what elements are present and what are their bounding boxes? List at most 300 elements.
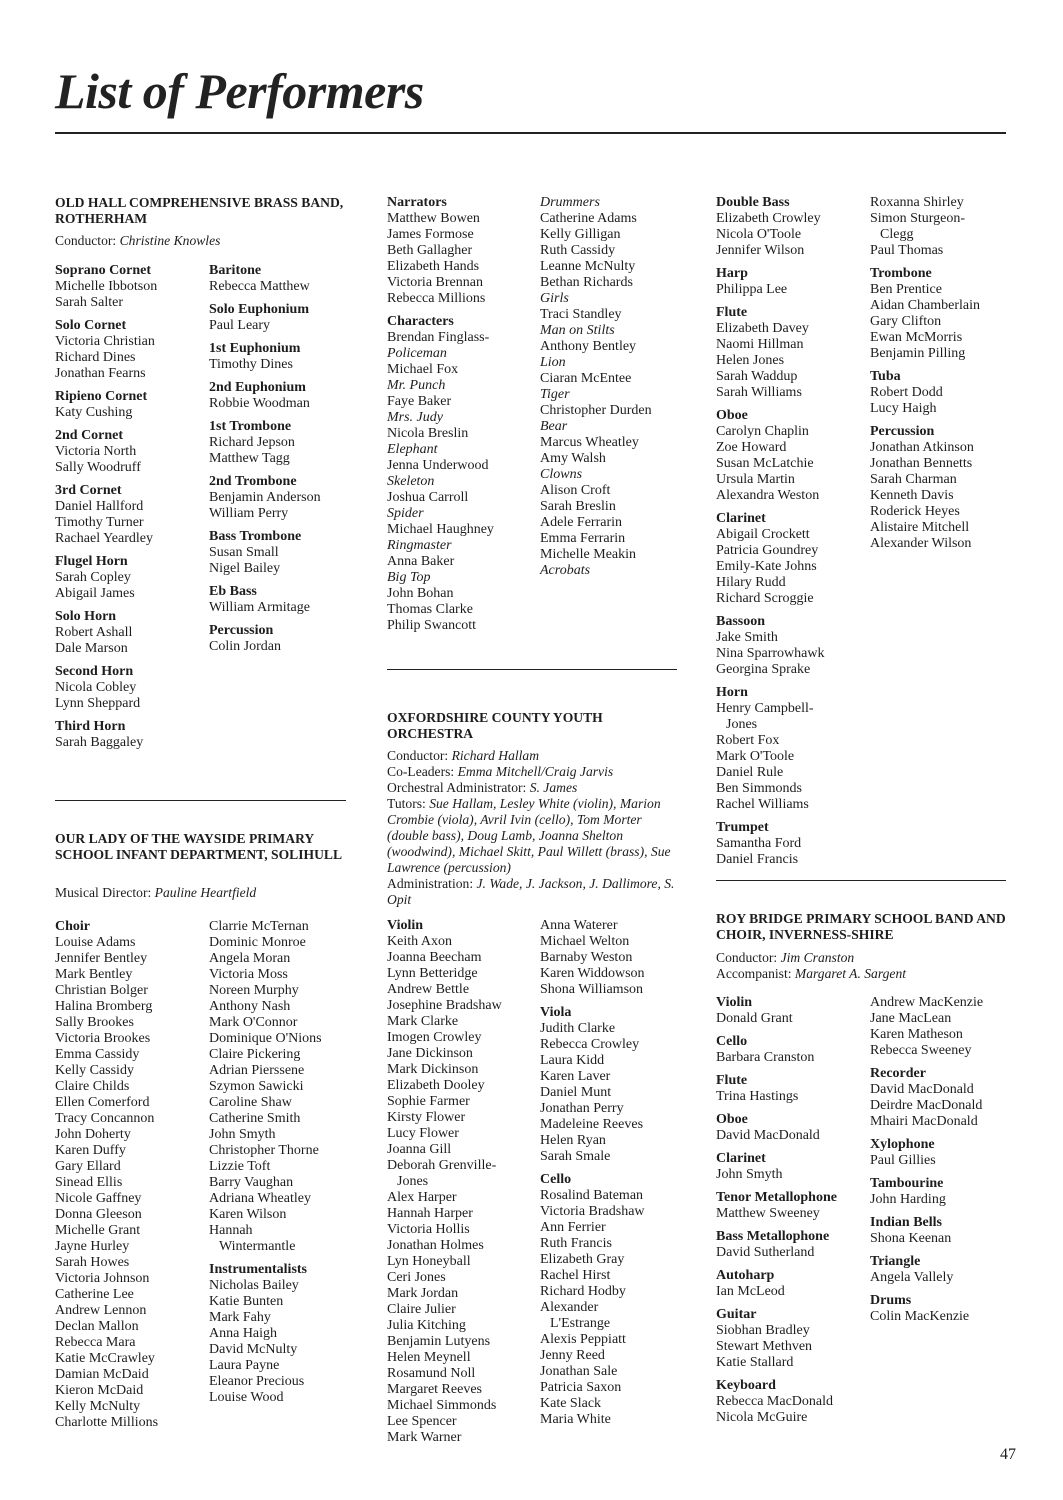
performer-name: Bethan Richards	[540, 275, 633, 290]
performer-name: Nicole Gaffney	[55, 1191, 142, 1206]
group-label: Recorder	[870, 1066, 926, 1081]
performer-name: Nicholas Bailey	[209, 1278, 299, 1293]
instrument-group	[716, 1073, 876, 1105]
instrument-group	[716, 408, 876, 504]
performer-name-continued: Clegg	[880, 227, 914, 242]
performer-name: Rebecca Sweeney	[870, 1043, 972, 1058]
instrument-group	[716, 614, 876, 678]
performer-name: Elizabeth Davey	[716, 321, 809, 336]
performer-name: Rebecca MacDonald	[716, 1394, 833, 1409]
performer-name: Victoria Johnson	[55, 1271, 150, 1286]
credit-line	[387, 748, 677, 764]
instrument-group	[55, 919, 215, 1431]
performer-name: Daniel Rule	[716, 765, 784, 780]
group-label: Double Bass	[716, 195, 790, 210]
performer-name: Anthony Bentley	[540, 339, 637, 354]
performer-name: Donna Gleeson	[55, 1207, 142, 1222]
performer-name: Alex Harper	[387, 1190, 457, 1205]
performer-name: Angela Vallely	[870, 1270, 954, 1285]
performer-name: Matthew Tagg	[209, 451, 290, 466]
performer-name: John Smyth	[716, 1167, 783, 1182]
performer-name: Jonathan Fearns	[55, 366, 146, 381]
performer-name: Adele Ferrarin	[540, 515, 623, 530]
instrument-group	[209, 341, 369, 373]
performer-name: Hannah	[209, 1223, 253, 1238]
performer-name: Andrew Lennon	[55, 1303, 147, 1318]
performer-name: Elizabeth Hands	[387, 259, 480, 274]
credit-role: Musical Director:	[55, 885, 155, 900]
group-label: 1st Trombone	[209, 419, 292, 434]
performer-name: Catherine Smith	[209, 1111, 301, 1126]
group-label: 2nd Trombone	[209, 474, 297, 489]
group-label: Autoharp	[716, 1268, 775, 1283]
performer-name-continued: L'Estrange	[550, 1316, 611, 1331]
performer-name: Roxanna Shirley	[870, 195, 964, 210]
group-label: 3rd Cornet	[55, 483, 122, 498]
group-label: Tuba	[870, 369, 901, 384]
section-title: OUR LADY OF THE WAYSIDE PRIMARY SCHOOL INFANT DEPARTMENT, SOLIHULL	[55, 831, 343, 862]
performer-name-continued: Wintermantle	[219, 1239, 296, 1254]
performer-name: Ursula Martin	[716, 472, 795, 487]
character-role: Girls	[540, 291, 569, 306]
instrument-group	[870, 195, 1030, 259]
performer-name: Emily-Kate Johns	[716, 559, 817, 574]
credit-role: Tutors:	[387, 796, 430, 811]
performer-name: Barbara Cranston	[716, 1050, 815, 1065]
performer-name: Amy Walsh	[540, 451, 606, 466]
performer-name: Louise Wood	[209, 1390, 284, 1405]
performer-name: Lynn Betteridge	[387, 966, 478, 981]
performer-name: Beth Gallagher	[387, 243, 473, 258]
performer-name: Jonathan Perry	[540, 1101, 624, 1116]
performer-name: Mark Warner	[387, 1430, 462, 1445]
performer-name: Nicola McGuire	[716, 1410, 808, 1425]
instrument-group	[209, 919, 369, 1255]
performer-name: Ben Simmonds	[716, 781, 802, 796]
character-role: Lion	[540, 355, 566, 370]
performer-name: Charlotte Millions	[55, 1415, 159, 1430]
group-label: 1st Euphonium	[209, 341, 301, 356]
instrument-group	[55, 719, 215, 751]
performer-name: Victoria North	[55, 444, 137, 459]
performer-name: Rebecca Mara	[55, 1335, 136, 1350]
performer-name: Sarah Howes	[55, 1255, 130, 1270]
performer-name: Mark O'Toole	[716, 749, 795, 764]
group-label: Tambourine	[870, 1176, 944, 1191]
instrument-group	[716, 1034, 876, 1066]
performer-name: Alexandra Weston	[716, 488, 820, 503]
performer-name: Jonathan Sale	[540, 1364, 618, 1379]
credit-name: Christine Knowles	[119, 233, 221, 248]
character-role: Man on Stilts	[540, 323, 615, 338]
instrument-group	[716, 195, 876, 259]
instrument-group	[209, 474, 369, 522]
performer-name: Mhairi MacDonald	[870, 1114, 978, 1129]
performer-name: Anna Baker	[387, 554, 455, 569]
performer-name: Matthew Bowen	[387, 211, 480, 226]
performer-name: Colin MacKenzie	[870, 1309, 970, 1324]
performer-name: Benjamin Pilling	[870, 346, 966, 361]
performer-name: Declan Mallon	[55, 1319, 139, 1334]
performer-name: Philippa Lee	[716, 282, 788, 297]
group-label: Percussion	[209, 623, 274, 638]
performer-name: Robbie Woodman	[209, 396, 310, 411]
credit-name: Margaret A. Sargent	[794, 966, 907, 981]
performer-name: Christopher Thorne	[209, 1143, 319, 1158]
credit-role: Orchestral Administrator:	[387, 780, 530, 795]
performer-name: Helen Ryan	[540, 1133, 606, 1148]
performer-name: Brendan Finglass-	[387, 330, 490, 345]
performer-name: Joanna Gill	[387, 1142, 452, 1157]
performer-name: Barnaby Weston	[540, 950, 633, 965]
performer-name: Mark Fahy	[209, 1310, 271, 1325]
performer-name: Gary Ellard	[55, 1159, 121, 1174]
performer-name: Mark Dickinson	[387, 1062, 479, 1077]
performer-name: Jenny Reed	[540, 1348, 605, 1363]
character-role: Acrobats	[540, 563, 591, 578]
instrument-group	[540, 1172, 700, 1428]
group-label: Harp	[716, 266, 748, 281]
performer-name: Claire Pickering	[209, 1047, 301, 1062]
instrument-group	[716, 995, 876, 1027]
performer-name: Zoe Howard	[716, 440, 787, 455]
instrument-group	[209, 380, 369, 412]
performer-name: Susan McLatchie	[716, 456, 814, 471]
performer-name: Angela Moran	[209, 951, 291, 966]
performer-name: Rosalind Bateman	[540, 1188, 644, 1203]
performer-name: Caroline Shaw	[209, 1095, 292, 1110]
character-role: Mr. Punch	[387, 378, 446, 393]
performer-name: Karen Duffy	[55, 1143, 126, 1158]
section-credits	[716, 950, 1016, 982]
performer-name: Ian McLeod	[716, 1284, 785, 1299]
performer-name: Kelly Cassidy	[55, 1063, 134, 1078]
performer-name-continued: Jones	[726, 717, 758, 732]
performer-name: Mark Bentley	[55, 967, 133, 982]
instrument-group	[55, 483, 215, 547]
performer-name: Karen Laver	[540, 1069, 611, 1084]
instrument-group	[209, 584, 369, 616]
performer-name: Maria White	[540, 1412, 611, 1427]
performer-name: Traci Standley	[540, 307, 622, 322]
performer-name: William Armitage	[209, 600, 310, 615]
performer-name: Kieron McDaid	[55, 1383, 144, 1398]
credit-name: J. Wade, J. Jackson, J. Dallimore, S. Opit	[387, 876, 675, 907]
instrument-group	[716, 1229, 876, 1261]
performer-name: Helen Jones	[716, 353, 785, 368]
section-title: OXFORDSHIRE COUNTY YOUTH ORCHESTRA	[387, 710, 603, 741]
performer-name: Jonathan Bennetts	[870, 456, 973, 471]
performer-name: Paul Thomas	[870, 243, 944, 258]
performer-name: Donald Grant	[716, 1011, 793, 1026]
performer-name: Lynn Sheppard	[55, 696, 141, 711]
performer-name: Samantha Ford	[716, 836, 802, 851]
performer-name: Michael Simmonds	[387, 1398, 497, 1413]
group-label: Soprano Cornet	[55, 263, 152, 278]
instrument-group	[540, 195, 700, 579]
performer-name: Jane Dickinson	[387, 1046, 473, 1061]
performer-name: Nicola O'Toole	[716, 227, 802, 242]
performer-name: Lizzie Toft	[209, 1159, 271, 1174]
instrument-group	[716, 1307, 876, 1371]
performer-name: Imogen Crowley	[387, 1030, 482, 1045]
instrument-group	[55, 318, 215, 382]
performer-name: Ruth Francis	[540, 1236, 612, 1251]
credit-name: Emma Mitchell/Craig Jarvis	[457, 764, 614, 779]
performer-name: Laura Kidd	[540, 1053, 605, 1068]
performer-column	[870, 995, 1030, 1332]
performer-name: Alistaire Mitchell	[870, 520, 970, 535]
section-divider	[55, 800, 346, 801]
group-label: Xylophone	[870, 1137, 935, 1152]
group-label: Ripieno Cornet	[55, 389, 148, 404]
performer-name: Benjamin Lutyens	[387, 1334, 491, 1349]
performer-name: Claire Childs	[55, 1079, 130, 1094]
instrument-group	[870, 1215, 1030, 1247]
performer-name: Rachel Williams	[716, 797, 809, 812]
section-title: OLD HALL COMPREHENSIVE BRASS BAND, ROTHERHAM	[55, 195, 344, 226]
performer-name: Patricia Goundrey	[716, 543, 819, 558]
performer-name: John Doherty	[55, 1127, 131, 1142]
performer-name: Madeleine Reeves	[540, 1117, 644, 1132]
group-label: Oboe	[716, 1112, 748, 1127]
character-role: Mrs. Judy	[387, 410, 443, 425]
group-label: 2nd Cornet	[55, 428, 124, 443]
performer-name: Tracy Concannon	[55, 1111, 155, 1126]
instrument-group	[716, 1268, 876, 1300]
performer-name: Sarah Breslin	[540, 499, 616, 514]
performer-name: Nigel Bailey	[209, 561, 281, 576]
group-label: Horn	[716, 685, 748, 700]
instrument-group	[55, 428, 215, 476]
instrument-group	[540, 918, 700, 998]
performer-column	[209, 919, 369, 1413]
character-role: Policeman	[387, 346, 447, 361]
group-label: Triangle	[870, 1254, 921, 1269]
performer-name: Sally Brookes	[55, 1015, 134, 1030]
group-label: Viola	[540, 1005, 572, 1020]
performer-name: Victoria Brookes	[55, 1031, 151, 1046]
performer-name: Sarah Charman	[870, 472, 957, 487]
instrument-group	[716, 820, 876, 868]
performer-name: Lucy Haigh	[870, 401, 937, 416]
performer-name: Adrian Pierssene	[209, 1063, 305, 1078]
performer-name: Richard Scroggie	[716, 591, 814, 606]
group-label: Percussion	[870, 424, 935, 439]
performer-name: Georgina Sprake	[716, 662, 811, 677]
performer-name: Daniel Hallford	[55, 499, 144, 514]
group-label: Choir	[55, 919, 90, 934]
page-title: List of Performers	[55, 63, 424, 119]
group-label: Oboe	[716, 408, 748, 423]
group-label: Solo Euphonium	[209, 302, 309, 317]
credit-line	[55, 885, 355, 901]
performer-name: Robert Ashall	[55, 625, 133, 640]
instrument-group	[387, 314, 547, 634]
instrument-group	[209, 302, 369, 334]
performer-name: Alexander Wilson	[870, 536, 972, 551]
group-label: Trumpet	[716, 820, 769, 835]
performer-name: Karen Wilson	[209, 1207, 287, 1222]
performer-name: Robert Fox	[716, 733, 780, 748]
group-label: Keyboard	[716, 1378, 776, 1393]
performer-name: Claire Julier	[387, 1302, 456, 1317]
performer-column	[55, 919, 215, 1438]
character-role: Big Top	[387, 570, 431, 585]
character-role: Skeleton	[387, 474, 435, 489]
performer-name: Jane MacLean	[870, 1011, 952, 1026]
instrument-group	[540, 1005, 700, 1165]
performer-name: Christian Bolger	[55, 983, 148, 998]
performer-name: Andrew MacKenzie	[870, 995, 984, 1010]
performer-name: Patricia Saxon	[540, 1380, 622, 1395]
group-label: Tenor Metallophone	[716, 1190, 837, 1205]
performer-name: Sarah Salter	[55, 295, 124, 310]
character-role: Tiger	[540, 387, 570, 402]
performer-name: Simon Sturgeon-	[870, 211, 966, 226]
performer-column	[55, 263, 215, 758]
performer-name: Jonathan Atkinson	[870, 440, 974, 455]
performer-name: Anna Haigh	[209, 1326, 278, 1341]
performer-name: Deirdre MacDonald	[870, 1098, 983, 1113]
instrument-group	[870, 1254, 1030, 1286]
credit-role: Conductor:	[55, 233, 120, 248]
instrument-group	[55, 263, 215, 311]
performer-name: Sarah Baggaley	[55, 735, 144, 750]
performer-name: David MacDonald	[716, 1128, 820, 1143]
performer-name: Adriana Wheatley	[209, 1191, 311, 1206]
group-label: Clarinet	[716, 511, 766, 526]
credit-line	[716, 966, 1016, 982]
performer-name: Rachael Yeardley	[55, 531, 153, 546]
group-label: Flute	[716, 1073, 748, 1088]
instrument-group	[716, 1190, 876, 1222]
character-role: Drummers	[540, 195, 600, 210]
performer-name: Victoria Moss	[209, 967, 288, 982]
performer-name: Rachel Hirst	[540, 1268, 611, 1283]
group-label: Solo Cornet	[55, 318, 127, 333]
performer-name: Michael Haughney	[387, 522, 494, 537]
performer-name: Sally Woodruff	[55, 460, 141, 475]
performer-column	[387, 918, 547, 1453]
group-label: Second Horn	[55, 664, 134, 679]
performer-name: Daniel Francis	[716, 852, 799, 867]
performer-name: Mark O'Connor	[209, 1015, 298, 1030]
performer-name: Nina Sparrowhawk	[716, 646, 825, 661]
performer-name: Shona Keenan	[870, 1231, 952, 1246]
section-credits	[387, 748, 677, 908]
group-label: Bassoon	[716, 614, 766, 629]
performer-name: Sarah Copley	[55, 570, 131, 585]
performer-name: Abigail Crockett	[716, 527, 810, 542]
performer-name: Kate Slack	[540, 1396, 602, 1411]
performer-name-continued: Jones	[397, 1174, 429, 1189]
performer-name: Alison Croft	[540, 483, 611, 498]
performer-name: Alexander	[540, 1300, 599, 1315]
instrument-group	[209, 419, 369, 467]
group-label: Flute	[716, 305, 748, 320]
performer-name: Susan Small	[209, 545, 279, 560]
performer-column	[540, 195, 700, 586]
instrument-group	[55, 554, 215, 602]
performer-name: Alexis Peppiatt	[540, 1332, 626, 1347]
performer-name: Ann Ferrier	[540, 1220, 606, 1235]
performer-name: Katie McCrawley	[55, 1351, 155, 1366]
group-label: Violin	[716, 995, 753, 1010]
character-role: Ringmaster	[387, 538, 452, 553]
performer-name: Shona Williamson	[540, 982, 644, 997]
section-divider	[716, 880, 1006, 881]
performer-name: Paul Leary	[209, 318, 271, 333]
credit-line	[387, 764, 677, 780]
performer-name: Richard Hodby	[540, 1284, 626, 1299]
performer-name: Matthew Sweeney	[716, 1206, 820, 1221]
performer-name: Rebecca Millions	[387, 291, 486, 306]
performer-name: Kenneth Davis	[870, 488, 954, 503]
performer-name: Karen Widdowson	[540, 966, 645, 981]
group-label: Third Horn	[55, 719, 126, 734]
performer-name: Michael Welton	[540, 934, 630, 949]
performer-name: Thomas Clarke	[387, 602, 473, 617]
instrument-group	[870, 266, 1030, 362]
performer-name: Jennifer Wilson	[716, 243, 805, 258]
performer-name: Jayne Hurley	[55, 1239, 130, 1254]
instrument-group	[55, 609, 215, 657]
instrument-group	[55, 389, 215, 421]
credit-line	[716, 950, 1016, 966]
performer-name: Kirsty Flower	[387, 1110, 466, 1125]
instrument-group	[209, 623, 369, 655]
performer-name: Halina Bromberg	[55, 999, 153, 1014]
instrument-group	[870, 424, 1030, 552]
group-label: Flugel Horn	[55, 554, 128, 569]
instrument-group	[209, 1262, 369, 1406]
header-rule	[55, 132, 1006, 134]
performer-name: David McNulty	[209, 1342, 298, 1357]
performer-name: Elizabeth Crowley	[716, 211, 821, 226]
group-label: Violin	[387, 918, 424, 933]
performer-name: Katie Bunten	[209, 1294, 284, 1309]
credit-name: Richard Hallam	[451, 748, 540, 763]
group-label: Narrators	[387, 195, 447, 210]
performer-column	[209, 263, 369, 662]
group-label: Cello	[540, 1172, 572, 1187]
performer-name: Sophie Farmer	[387, 1094, 470, 1109]
group-label: Indian Bells	[870, 1215, 942, 1230]
instrument-group	[387, 918, 547, 1446]
instrument-group	[716, 1378, 876, 1426]
performer-name: Marcus Wheatley	[540, 435, 639, 450]
performer-name: Leanne McNulty	[540, 259, 636, 274]
performer-name: Deborah Grenville-	[387, 1158, 497, 1173]
group-label: Bass Metallophone	[716, 1229, 830, 1244]
performer-name: Michelle Grant	[55, 1223, 141, 1238]
section-divider	[387, 669, 677, 670]
group-label: Trombone	[870, 266, 932, 281]
performer-name: Richard Dines	[55, 350, 136, 365]
section-credits	[55, 885, 355, 901]
performer-name: Jonathan Holmes	[387, 1238, 484, 1253]
performer-name: Henry Campbell-	[716, 701, 814, 716]
instrument-group	[870, 369, 1030, 417]
performer-name: Richard Jepson	[209, 435, 295, 450]
instrument-group	[870, 1176, 1030, 1208]
performer-name: Eleanor Precious	[209, 1374, 305, 1389]
performer-name: Victoria Christian	[55, 334, 155, 349]
performer-name: Benjamin Anderson	[209, 490, 321, 505]
performer-name: Abigail James	[55, 586, 135, 601]
performer-name: Emma Cassidy	[55, 1047, 140, 1062]
